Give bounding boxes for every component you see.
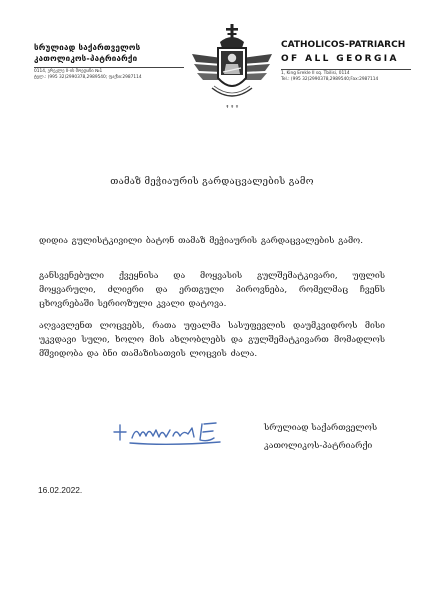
georgian-address-line2: ტელ.: (995 32)2990378,2989540; ფაქსი:2987114: [34, 75, 142, 81]
paragraph-condolence: დიდია გულისტკივილი ბატონ თამაზ მეჭიაურის გარდაცვალების გამო.: [39, 236, 363, 246]
patriarchate-emblem-icon: [190, 24, 274, 114]
english-letterhead: [281, 38, 411, 84]
georgian-title-line2: კათოლიკოს-პატრიარქი: [34, 54, 138, 63]
paragraph-prayer: აღვავლენთ ლოცვებს, რათა უფალმა სასუფევლის დაუმკვიდროს მისი უკვდავი სული, ხოლო მის ახლობლებს და გულშემატკივართ მომადლოს მშვიდობა და ბნი თამაზისათვის ლოცვის ძალა.: [39, 321, 385, 360]
english-title-line1: CATHOLICOS-PATRIARCH: [281, 40, 406, 50]
signatory-line2: კათოლიკოს-პატრიარქი: [264, 441, 373, 451]
georgian-title-line1: სრულიად საქართველოს: [34, 43, 141, 52]
georgian-address-line1: 0114, ერეკლე II-ის მოედანი №1: [34, 69, 103, 74]
signatory-line1: სრულიად საქართველოს: [264, 423, 378, 433]
english-address-line2: Tel.: (995 32)2990378,2989540;Fax:2987114: [281, 77, 379, 83]
handwritten-signature-icon: [110, 416, 260, 452]
letter-date: 16.02.2022.: [38, 485, 83, 495]
letterhead-rule: [281, 69, 411, 70]
georgian-letterhead: [34, 42, 184, 82]
paragraph-tribute: განსვენებული ქვეყნისა და მოყვასის გულშემატკივარი, უფლის მოყვარული, ძლიერი და ერთგული პიროვნება, რომელმაც ჩვენს ცხოვრებაში სერიოზული კვალი დატოვა.: [39, 271, 385, 310]
letterhead-rule: [34, 67, 184, 68]
letter-title: თამაზ მეჭიაურის გარდაცვალების გამო: [110, 176, 314, 187]
english-address-line1: 1, King Erekle II sq. Tbilisi, 0114: [281, 71, 350, 76]
svg-text:✝ ✝ ✝: ✝ ✝ ✝: [225, 104, 239, 109]
english-title-line2: OF ALL GEORGIA: [281, 54, 399, 64]
